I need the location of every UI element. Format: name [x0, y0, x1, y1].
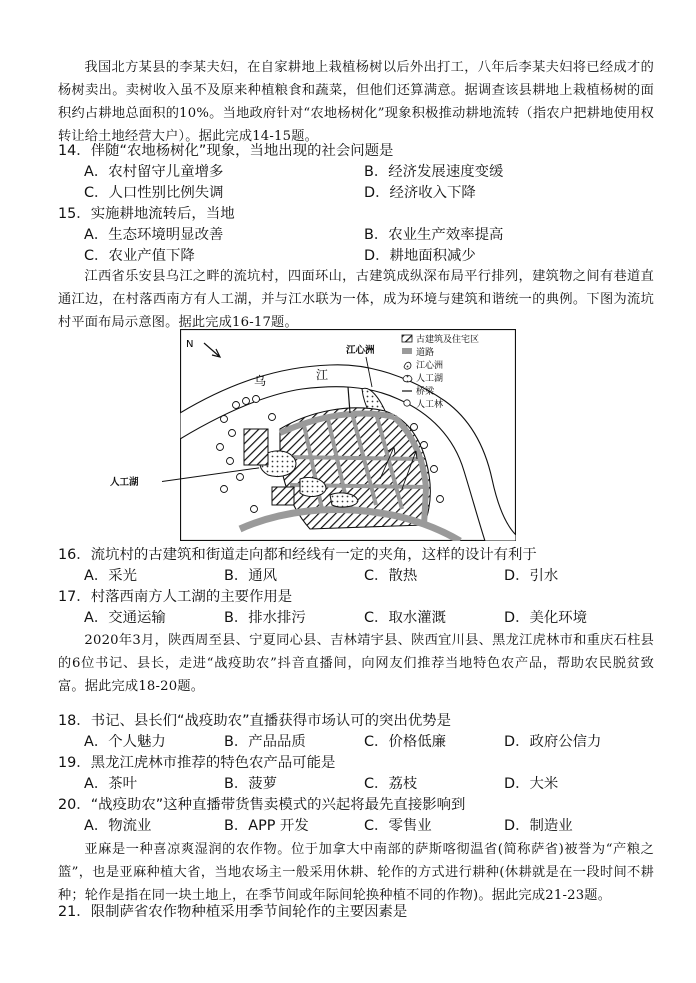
q19-option-b[interactable]: B．菠萝: [224, 776, 278, 792]
question-15-stem: 15．实施耕地流转后，当地: [58, 206, 235, 222]
q20-option-d[interactable]: D．制造业: [504, 818, 573, 834]
legend-bridge: 桥梁: [416, 387, 435, 397]
passage-16-17: 江西省乐安县乌江之畔的流坑村，四面环山，古建筑成纵深布局平行排列，建筑物之间有巷道直通江边，在村落西南方有人工湖，并与江水联为一体，成为环境与建筑和谐统一的典例。下图为流坑村平面布局示意图。据此完成16-17题。: [58, 269, 654, 330]
q14-option-d[interactable]: D．经济收入下降: [364, 185, 476, 201]
q18-option-d[interactable]: D．政府公信力: [504, 734, 602, 750]
question-19-stem: 19．黑龙江虎林市推荐的特色农产品可能是: [58, 755, 336, 771]
q15-option-c[interactable]: C．农业产值下降: [84, 248, 195, 264]
river-label-1: 乌: [254, 374, 267, 388]
q17-option-c[interactable]: C．取水灌溉: [364, 610, 447, 626]
passage-21-23: 亚麻是一种喜凉爽湿润的农作物。位于加拿大中南部的萨斯喀彻温省(简称萨省)被誉为“产粮之篮”，也是亚麻种植大省，当地农场主一般采用休耕、轮作的方式进行耕种(休耕就是在一段时间不耕种；轮作是指在同一块土地上，在季节间或年际间轮换种植不同的作物)。据此完成21-23题。: [58, 842, 654, 903]
question-17-stem: 17．村落西南方人工湖的主要作用是: [58, 589, 293, 605]
q20-option-c[interactable]: C．零售业: [364, 818, 432, 834]
q14-option-a[interactable]: A．农村留守儿童增多: [84, 164, 224, 180]
q17-option-a[interactable]: A．交通运输: [84, 610, 166, 626]
passage-14-15: 我国北方某县的李某夫妇，在自家耕地上栽植杨树以后外出打工，八年后李某夫妇将已经成才的杨树卖出。卖树收入虽不及原来种植粮食和蔬菜，但他们还算满意。据调查该县耕地上栽植杨树的面积约占耕地总面积的10%。当地政府针对“农地杨树化”现象积极推动耕地流转（指农户把耕地使用权转让给土地经营大户）。据此完成14-15题。: [58, 60, 654, 144]
q15-option-b[interactable]: B．农业生产效率提高: [364, 227, 504, 243]
q18-option-a[interactable]: A．个人魅力: [84, 734, 166, 750]
residential-block-west: [244, 429, 268, 465]
residential-block-southwest: [272, 487, 294, 505]
question-18-stem: 18．书记、县长们“战疫助农”直播获得市场认可的突出优势是: [58, 713, 451, 729]
legend-plantation: 人工林: [416, 400, 444, 410]
question-14-options: [84, 162, 674, 204]
question-16-options: [84, 566, 674, 586]
question-21-stem: 21．限制萨省农作物种植采用季节间轮作的主要因素是: [58, 904, 408, 920]
q17-option-d[interactable]: D．美化环境: [504, 610, 588, 626]
legend-lake-swatch: [403, 375, 412, 382]
q19-option-c[interactable]: C．荔枝: [364, 776, 418, 792]
jiangxinzhou-label: 江心洲: [346, 345, 375, 356]
q16-option-a[interactable]: A．采光: [84, 568, 138, 584]
liukeng-village-map: [180, 329, 516, 541]
q16-option-b[interactable]: B．通风: [224, 568, 278, 584]
q15-option-a[interactable]: A．生态环境明显改善: [84, 227, 224, 243]
passage-18-20: 2020年3月，陕西周至县、宁夏同心县、吉林靖宇县、陕西宜川县、黑龙江虎林市和重庆石柱县的6位书记、县长，走进“战疫助农”抖音直播间，向网友们推荐当地特色农产品，帮助农民脱贫致富。据此完成18-20题。: [58, 633, 654, 694]
q16-option-d[interactable]: D．引水: [504, 568, 559, 584]
q20-option-a[interactable]: A．物流业: [84, 818, 152, 834]
question-19-options: [84, 774, 674, 794]
question-18-options: [84, 732, 674, 752]
q20-option-b[interactable]: B．APP 开发: [224, 818, 309, 834]
legend-plantation-swatch: [404, 400, 410, 406]
lake-label: 人工湖: [110, 477, 139, 488]
q14-option-b[interactable]: B．经济发展速度变缓: [364, 164, 504, 180]
question-14-stem: 14．伴随“农地杨树化”现象，当地出现的社会问题是: [58, 143, 394, 159]
q17-option-b[interactable]: B．排水排污: [224, 610, 306, 626]
legend-road-swatch: [402, 348, 412, 354]
question-16-stem: 16．流坑村的古建筑和街道走向都和经线有一定的夹角，这样的设计有利于: [58, 547, 537, 563]
question-15-options: [84, 225, 674, 267]
q19-option-d[interactable]: D．大米: [504, 776, 559, 792]
q18-option-b[interactable]: B．产品品质: [224, 734, 306, 750]
q18-option-c[interactable]: C．价格低廉: [364, 734, 447, 750]
q14-option-c[interactable]: C．人口性别比例失调: [84, 185, 224, 201]
legend-islet: 江心洲: [416, 361, 444, 371]
q16-option-c[interactable]: C．散热: [364, 568, 418, 584]
legend-lake: 人工湖: [416, 374, 444, 384]
river-label-2: 江: [316, 368, 329, 382]
legend-building: 古建筑及住宅区: [416, 335, 480, 345]
north-label: N: [186, 339, 194, 350]
question-20-options: [84, 816, 674, 836]
q19-option-a[interactable]: A．茶叶: [84, 776, 138, 792]
question-17-options: [84, 608, 674, 628]
question-20-stem: 20．“战疫助农”这种直播带货售卖模式的兴起将最先直接影响到: [58, 797, 466, 813]
legend-building-swatch: [402, 335, 412, 342]
legend-road: 道路: [416, 348, 435, 358]
q15-option-d[interactable]: D．耕地面积减少: [364, 248, 476, 264]
